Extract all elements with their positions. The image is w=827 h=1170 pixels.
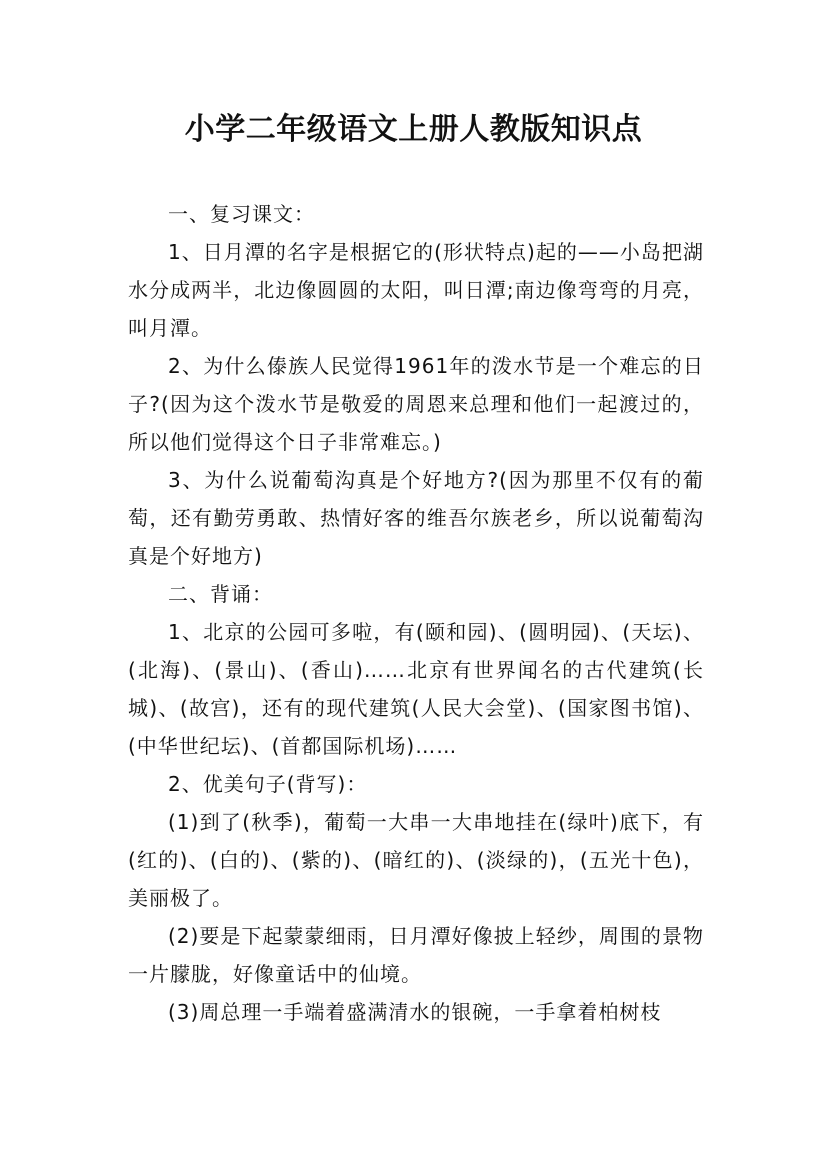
- paragraph-item: 1、北京的公园可多啦，有(颐和园)、(圆明园)、(天坛)、(北海)、(景山)、(香山)……北京有世界闻名的古代建筑(长城)、(故宫)，还有的现代建筑(人民大会堂)、(国家图书馆)、(中华世纪坛)、(首都国际机场)……: [128, 620, 704, 758]
- paragraph-item: (2)要是下起蒙蒙细雨，日月潭好像披上轻纱，周围的景物一片朦胧，好像童话中的仙境。: [128, 924, 704, 986]
- document-title: 小学二年级语文上册人教版知识点: [184, 112, 643, 147]
- section-heading-recite: 二、背诵：: [168, 582, 273, 606]
- paragraph-item: 2、为什么傣族人民觉得1961年的泼水节是一个难忘的日子?(因为这个泼水节是敬爱的周恩来总理和他们一起渡过的，所以他们觉得这个日子非常难忘。): [128, 354, 704, 454]
- section-heading-review: 一、复习课文：: [168, 202, 315, 226]
- document-body: [128, 195, 704, 1031]
- paragraph-item: 1、日月潭的名字是根据它的(形状特点)起的——小岛把湖水分成两半，北边像圆圆的太阳，叫日潭;南边像弯弯的月亮，叫月潭。: [128, 240, 704, 340]
- subsection-heading: 2、优美句子(背写)：: [168, 772, 368, 796]
- paragraph-item: 3、为什么说葡萄沟真是个好地方?(因为那里不仅有的葡萄，还有勤劳勇敢、热情好客的维吾尔族老乡，所以说葡萄沟真是个好地方): [128, 468, 704, 568]
- paragraph-item: (1)到了(秋季)，葡萄一大串一大串地挂在(绿叶)底下，有(红的)、(白的)、(紫的)、(暗红的)、(淡绿的)，(五光十色)，美丽极了。: [128, 810, 704, 910]
- paragraph-item: (3)周总理一手端着盛满清水的银碗，一手拿着柏树枝: [168, 1000, 662, 1024]
